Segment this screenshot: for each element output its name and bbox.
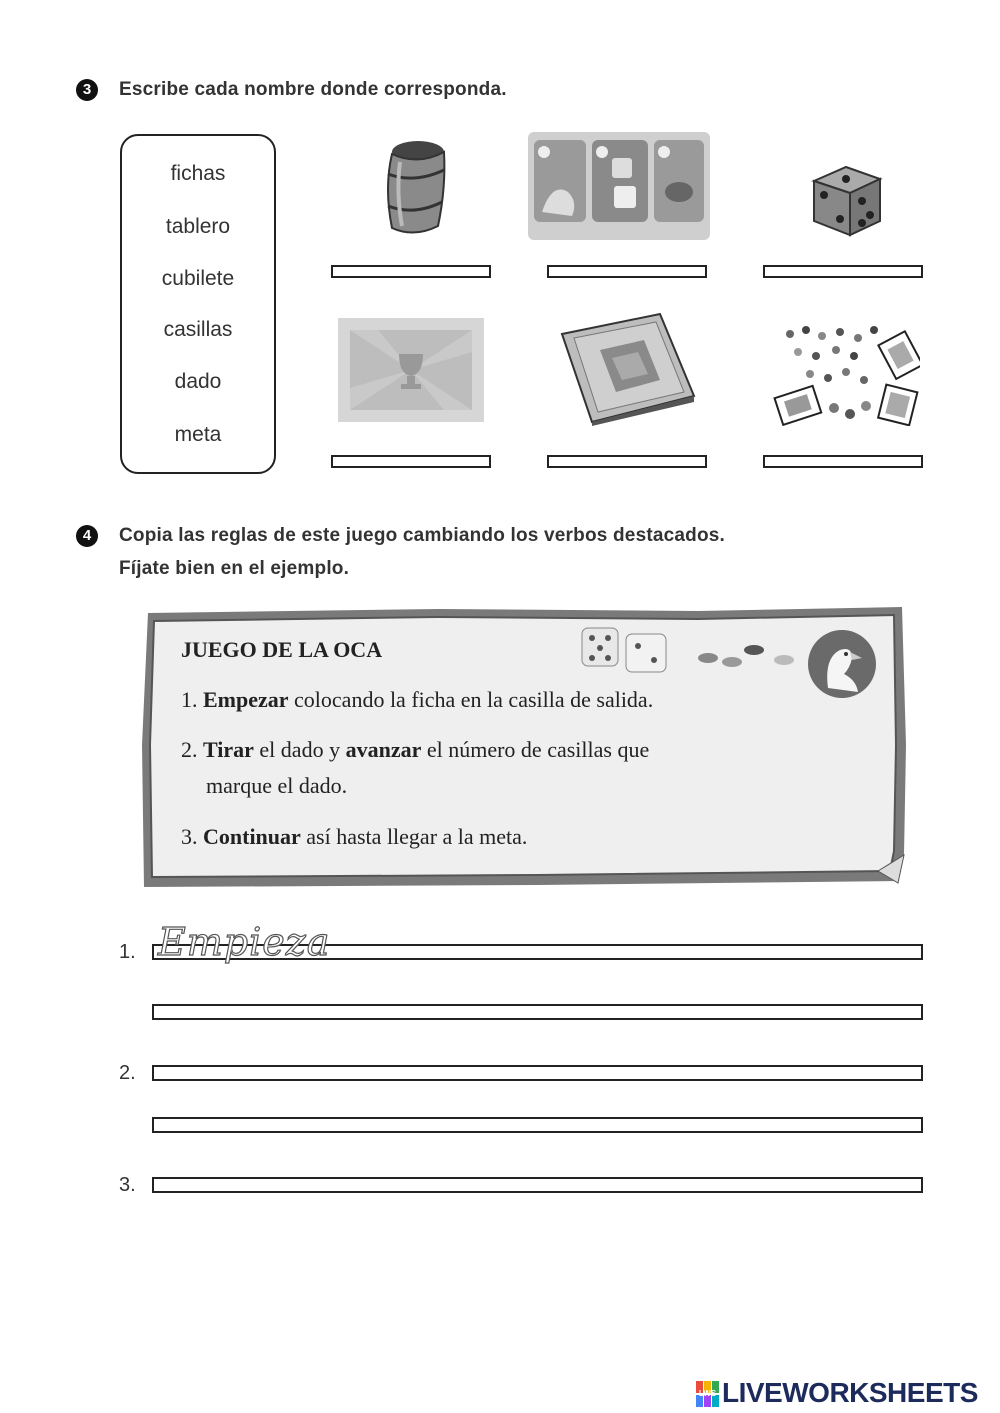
trophy-board-icon xyxy=(338,318,484,422)
game-squares-icon xyxy=(528,132,710,240)
word-bank-item: dado xyxy=(174,370,222,393)
answer-line-2a[interactable] xyxy=(152,1065,923,1081)
answer-line-2b[interactable] xyxy=(152,1117,923,1133)
rules-title: JUEGO DE LA OCA xyxy=(181,637,383,662)
answer-field-squares[interactable] xyxy=(547,265,707,278)
word-bank-item: cubilete xyxy=(161,267,235,290)
answer-field-trophy-board[interactable] xyxy=(331,455,491,468)
answer-number-3: 3. xyxy=(119,1174,136,1196)
rule-3-number: 3. xyxy=(181,824,198,849)
exercise-4-badge: 4 xyxy=(76,525,98,547)
rule-1-verb: Empezar xyxy=(203,687,289,712)
answer-line-1b[interactable] xyxy=(152,1004,923,1020)
answer-number-1: 1. xyxy=(119,941,136,963)
die-icon xyxy=(806,163,888,239)
word-bank-item: tablero xyxy=(165,215,231,238)
chips-cards-icon xyxy=(770,322,920,426)
goose-icon xyxy=(806,628,878,700)
exercise-4-instruction-line1: Copia las reglas de este juego cambiando los verbos destacados. xyxy=(119,525,726,546)
liveworksheets-logo-icon xyxy=(696,1381,720,1407)
answer-field-barrel[interactable] xyxy=(331,265,491,278)
dice-pair-icon xyxy=(578,622,678,678)
rule-1 xyxy=(181,687,653,713)
rule-2-continuation: marque el dado. xyxy=(206,773,348,798)
rule-1-number: 1. xyxy=(181,687,198,712)
exercise-4-instruction-line2: Fíjate bien en el ejemplo. xyxy=(119,558,350,579)
rule-3 xyxy=(181,824,527,850)
word-bank xyxy=(120,134,276,474)
exercise-3-instruction: Escribe cada nombre donde corresponda. xyxy=(119,79,507,100)
rule-3-text: así hasta llegar a la meta. xyxy=(300,824,528,849)
barrel-cup-icon xyxy=(378,138,448,240)
logo-letters: LWS xyxy=(698,1389,717,1398)
answer-number-2: 2. xyxy=(119,1062,136,1084)
example-word: Empieza xyxy=(158,920,331,964)
chips-row-icon xyxy=(696,640,800,672)
rule-2-text: el número de casillas que xyxy=(421,737,650,762)
rule-1-text: colocando la ficha en la casilla de salida. xyxy=(288,687,654,712)
word-bank-item: fichas xyxy=(170,162,226,185)
rule-2-verb-1: Tirar xyxy=(203,737,254,762)
rule-2-number: 2. xyxy=(181,737,198,762)
rule-3-verb: Continuar xyxy=(203,824,301,849)
exercise-3-badge: 3 xyxy=(76,79,98,101)
rule-2-text-mid: el dado y xyxy=(253,737,346,762)
answer-field-die[interactable] xyxy=(763,265,923,278)
rule-2 xyxy=(181,737,649,763)
rule-2-verb-2: avanzar xyxy=(345,737,422,762)
goose-board-icon xyxy=(556,310,696,426)
answer-field-chips[interactable] xyxy=(763,455,923,468)
word-bank-item: casillas xyxy=(163,318,233,341)
liveworksheets-brand[interactable]: LIVEWORKSHEETS xyxy=(722,1377,978,1408)
word-bank-item: meta xyxy=(174,423,222,446)
answer-line-3[interactable] xyxy=(152,1177,923,1193)
answer-line-1a[interactable] xyxy=(152,944,923,960)
answer-field-goose-board[interactable] xyxy=(547,455,707,468)
